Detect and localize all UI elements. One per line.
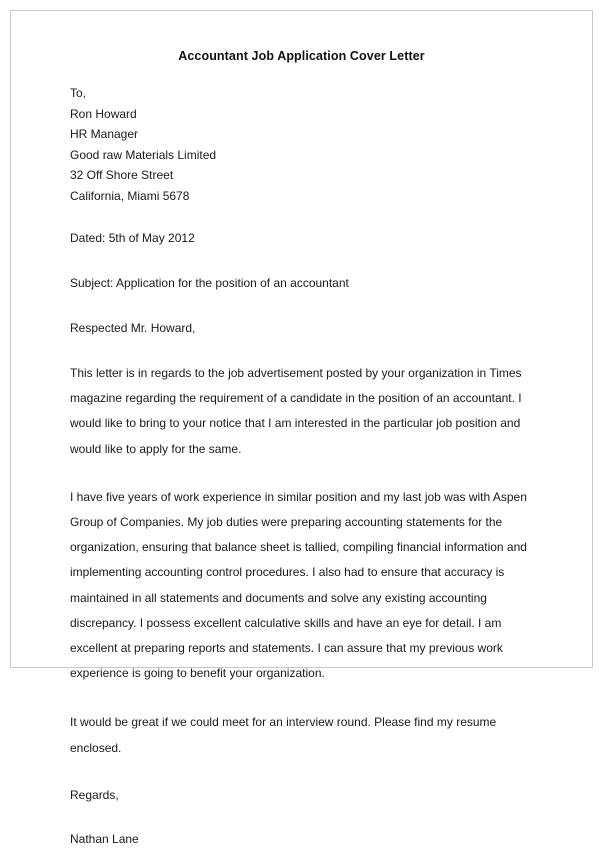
body-paragraph-1: This letter is in regards to the job advertisement posted by your organization in Times magazine regarding the requirement of a candidate in the position of an accountant. I would like to bring to your notice that I am interested in the particular job position and would like to apply for the same. [70, 366, 522, 456]
recipient-street: 32 Off Shore Street [70, 168, 174, 182]
letter-subject: Subject: Application for the position of an accountant [70, 276, 349, 290]
address-to-label: To, [70, 86, 87, 100]
letter-page [10, 10, 593, 846]
recipient-address-block [70, 83, 536, 206]
letter-signature: Nathan Lane [70, 831, 139, 846]
letter-salutation: Respected Mr. Howard, [70, 321, 196, 335]
recipient-city-state-zip: California, Miami 5678 [70, 188, 190, 203]
letter-closing: Regards, [70, 787, 119, 802]
body-paragraph-2: I have five years of work experience in similar position and my last job was with Aspen Group of Companies. My job duties were preparing accounting statements for the organization, ensuring that balance sheet is tallied, compiling financial information and implementing accounting control procedures. I also had to ensure that accuracy is maintained in all statements and documents and solve any existing accounting discrepancy. I possess excellent calculative skills and have an eye for detail. I am excellent at preparing reports and statements. I can assure that my previous work experience is going to benefit your organization. [70, 489, 527, 681]
page-title: Accountant Job Application Cover Letter [178, 49, 425, 63]
letter-date: Dated: 5th of May 2012 [70, 231, 195, 245]
body-paragraph-3: It would be great if we could meet for an interview round. Please find my resume enclosed. [70, 715, 497, 755]
recipient-job-title: HR Manager [70, 127, 139, 141]
letter-content [70, 83, 536, 849]
recipient-name: Ron Howard [70, 106, 137, 121]
recipient-company: Good raw Materials Limited [70, 147, 217, 162]
